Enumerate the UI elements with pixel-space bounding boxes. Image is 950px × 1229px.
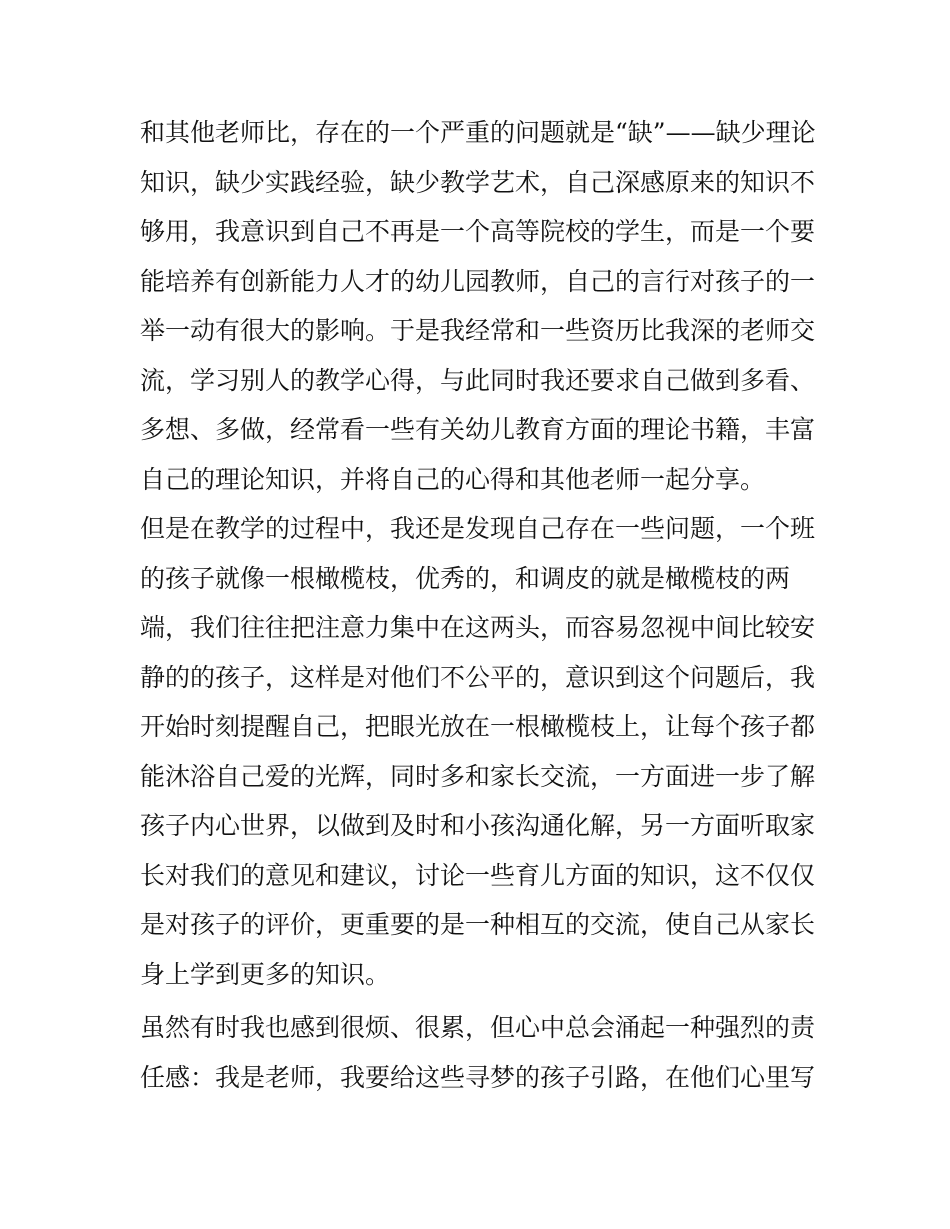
text-line: 流，学习别人的教学心得，与此同时我还要求自己做到多看、 — [140, 365, 816, 395]
text-line: 但是在教学的过程中，我还是发现自己存在一些问题，一个班 — [140, 514, 816, 543]
text-line: 开始时刻提醒自己，把眼光放在一根橄榄枝上，让每个孩子都 — [140, 712, 816, 741]
text-line: 长对我们的意见和建议，讨论一些育儿方面的知识，这不仅仅 — [140, 860, 816, 890]
text-line: 身上学到更多的知识。 — [140, 959, 391, 989]
text-line: 任感：我是老师，我要给这些寻梦的孩子引路，在他们心里写 — [140, 1062, 816, 1092]
text-line: 自己的理论知识，并将自己的心得和其他老师一起分享。 — [140, 464, 766, 494]
paragraph-2 — [140, 504, 820, 999]
text-line: 能培养有创新能力人才的幼儿园教师，自己的言行对孩子的一 — [140, 266, 816, 296]
document-body — [140, 108, 820, 1102]
text-line: 知识，缺少实践经验，缺少教学艺术，自己深感原来的知识不 — [140, 167, 816, 197]
paragraph-3 — [140, 1003, 820, 1102]
text-line: 和其他老师比，存在的一个严重的问题就是“缺”——缺少理论 — [140, 118, 816, 147]
text-line: 的孩子就像一根橄榄枝，优秀的，和调皮的就是橄榄枝的两 — [140, 563, 791, 593]
text-line: 能沐浴自己爱的光辉，同时多和家长交流，一方面进一步了解 — [140, 761, 816, 791]
text-line: 端，我们往往把注意力集中在这两头，而容易忽视中间比较安 — [140, 613, 816, 642]
text-line: 够用，我意识到自己不再是一个高等院校的学生，而是一个要 — [140, 217, 816, 246]
text-line: 举一动有很大的影响。于是我经常和一些资历比我深的老师交 — [140, 316, 816, 345]
text-line: 是对孩子的评价，更重要的是一种相互的交流，使自己从家长 — [140, 910, 816, 939]
paragraph-1 — [140, 108, 820, 504]
text-line: 静的的孩子，这样是对他们不公平的，意识到这个问题后，我 — [140, 662, 816, 692]
text-line: 多想、多做，经常看一些有关幼儿教育方面的理论书籍，丰富 — [140, 415, 816, 444]
text-line: 孩子内心世界，以做到及时和小孩沟通化解，另一方面听取家 — [140, 811, 816, 840]
text-line: 虽然有时我也感到很烦、很累，但心中总会涌起一种强烈的责 — [140, 1013, 816, 1042]
